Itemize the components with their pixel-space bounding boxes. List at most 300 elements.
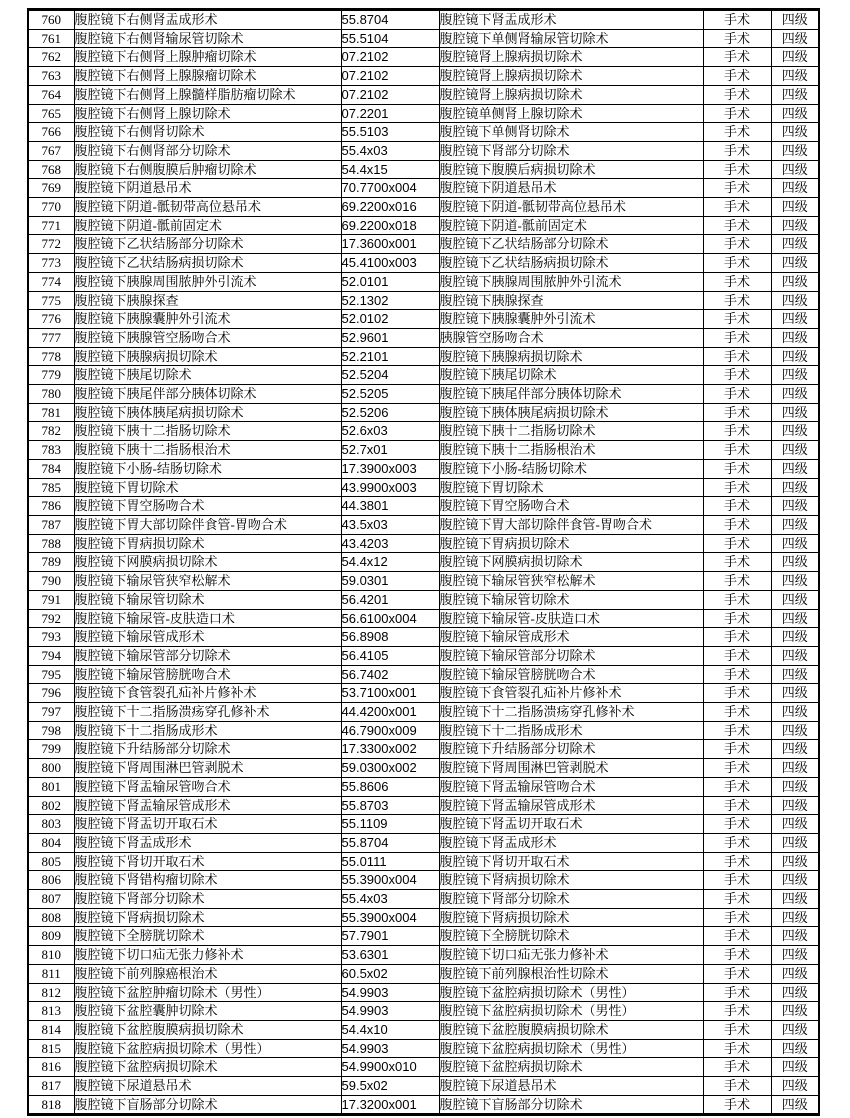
category-cell: 手术 [703, 366, 771, 385]
category-cell: 手术 [703, 160, 771, 179]
row-number-cell: 787 [28, 515, 74, 534]
category-cell: 手术 [703, 572, 771, 591]
row-number-cell: 814 [28, 1020, 74, 1039]
level-cell: 四级 [771, 1058, 819, 1077]
procedure-name-cell: 腹腔镜下盆腔病损切除术（男性） [74, 1039, 341, 1058]
code-cell: 56.7402 [341, 665, 439, 684]
level-cell: 四级 [771, 160, 819, 179]
table-row [28, 646, 819, 665]
category-cell: 手术 [703, 198, 771, 217]
level-cell: 四级 [771, 628, 819, 647]
procedure-name-cell: 腹腔镜下胰腺囊肿外引流术 [74, 310, 341, 329]
row-number-cell: 817 [28, 1077, 74, 1096]
level-cell: 四级 [771, 216, 819, 235]
level-cell: 四级 [771, 833, 819, 852]
level-cell: 四级 [771, 385, 819, 404]
category-cell: 手术 [703, 721, 771, 740]
category-cell: 手术 [703, 1058, 771, 1077]
category-cell: 手术 [703, 422, 771, 441]
code-cell: 54.9900x010 [341, 1058, 439, 1077]
category-cell: 手术 [703, 48, 771, 67]
code-cell: 52.5206 [341, 403, 439, 422]
row-number-cell: 782 [28, 422, 74, 441]
standard-name-cell: 腹腔镜下阴道-骶前固定术 [439, 216, 703, 235]
category-cell: 手术 [703, 104, 771, 123]
code-cell: 54.4x12 [341, 553, 439, 572]
procedure-name-cell: 腹腔镜下输尿管成形术 [74, 628, 341, 647]
row-number-cell: 767 [28, 141, 74, 160]
table-row [28, 796, 819, 815]
category-cell: 手术 [703, 983, 771, 1002]
level-cell: 四级 [771, 254, 819, 273]
procedure-name-cell: 腹腔镜下肾盂成形术 [74, 833, 341, 852]
category-cell: 手术 [703, 254, 771, 273]
table-row [28, 160, 819, 179]
level-cell: 四级 [771, 964, 819, 983]
category-cell: 手术 [703, 553, 771, 572]
row-number-cell: 760 [28, 10, 74, 30]
category-cell: 手术 [703, 272, 771, 291]
level-cell: 四级 [771, 721, 819, 740]
row-number-cell: 781 [28, 403, 74, 422]
row-number-cell: 798 [28, 721, 74, 740]
category-cell: 手术 [703, 85, 771, 104]
procedure-name-cell: 腹腔镜下阴道-骶前固定术 [74, 216, 341, 235]
standard-name-cell: 腹腔镜下肾盂输尿管成形术 [439, 796, 703, 815]
row-number-cell: 812 [28, 983, 74, 1002]
row-number-cell: 811 [28, 964, 74, 983]
table-row [28, 1058, 819, 1077]
table-row [28, 665, 819, 684]
procedure-name-cell: 腹腔镜下肾盂输尿管吻合术 [74, 777, 341, 796]
standard-name-cell: 腹腔镜下前列腺根治性切除术 [439, 964, 703, 983]
category-cell: 手术 [703, 815, 771, 834]
table-row [28, 815, 819, 834]
level-cell: 四级 [771, 141, 819, 160]
procedure-name-cell: 腹腔镜下切口疝无张力修补术 [74, 946, 341, 965]
code-cell: 56.6100x004 [341, 609, 439, 628]
row-number-cell: 804 [28, 833, 74, 852]
level-cell: 四级 [771, 459, 819, 478]
standard-name-cell: 腹腔镜下胰腺探查 [439, 291, 703, 310]
row-number-cell: 815 [28, 1039, 74, 1058]
code-cell: 55.8703 [341, 796, 439, 815]
code-cell: 53.7100x001 [341, 684, 439, 703]
table-row [28, 1020, 819, 1039]
table-row [28, 104, 819, 123]
code-cell: 55.8704 [341, 833, 439, 852]
procedure-name-cell: 腹腔镜下肾盂输尿管成形术 [74, 796, 341, 815]
table-row [28, 721, 819, 740]
category-cell: 手术 [703, 852, 771, 871]
level-cell: 四级 [771, 777, 819, 796]
category-cell: 手术 [703, 646, 771, 665]
table-row [28, 628, 819, 647]
table-row [28, 272, 819, 291]
standard-name-cell: 腹腔镜下输尿管-皮肤造口术 [439, 609, 703, 628]
row-number-cell: 770 [28, 198, 74, 217]
category-cell: 手术 [703, 141, 771, 160]
table-row [28, 179, 819, 198]
procedure-name-cell: 腹腔镜下肾病损切除术 [74, 908, 341, 927]
code-cell: 55.3900x004 [341, 871, 439, 890]
code-cell: 69.2200x016 [341, 198, 439, 217]
procedure-name-cell: 腹腔镜下阴道悬吊术 [74, 179, 341, 198]
procedure-name-cell: 腹腔镜下全膀胱切除术 [74, 927, 341, 946]
procedure-name-cell: 腹腔镜下肾盂切开取石术 [74, 815, 341, 834]
row-number-cell: 768 [28, 160, 74, 179]
level-cell: 四级 [771, 684, 819, 703]
category-cell: 手术 [703, 1077, 771, 1096]
standard-name-cell: 腹腔镜下输尿管狭窄松解术 [439, 572, 703, 591]
code-cell: 43.9900x003 [341, 478, 439, 497]
category-cell: 手术 [703, 216, 771, 235]
code-cell: 52.2101 [341, 347, 439, 366]
level-cell: 四级 [771, 67, 819, 86]
procedure-name-cell: 腹腔镜下胰体胰尾病损切除术 [74, 403, 341, 422]
code-cell: 52.0101 [341, 272, 439, 291]
row-number-cell: 788 [28, 534, 74, 553]
level-cell: 四级 [771, 347, 819, 366]
code-cell: 55.5104 [341, 29, 439, 48]
category-cell: 手术 [703, 310, 771, 329]
category-cell: 手术 [703, 403, 771, 422]
category-cell: 手术 [703, 890, 771, 909]
row-number-cell: 816 [28, 1058, 74, 1077]
category-cell: 手术 [703, 478, 771, 497]
standard-name-cell: 腹腔镜下胃病损切除术 [439, 534, 703, 553]
standard-name-cell: 腹腔镜下输尿管切除术 [439, 590, 703, 609]
code-cell: 46.7900x009 [341, 721, 439, 740]
level-cell: 四级 [771, 422, 819, 441]
table-row [28, 983, 819, 1002]
level-cell: 四级 [771, 123, 819, 142]
standard-name-cell: 腹腔镜下肾盂成形术 [439, 833, 703, 852]
procedure-name-cell: 腹腔镜下输尿管切除术 [74, 590, 341, 609]
table-row [28, 310, 819, 329]
code-cell: 17.3900x003 [341, 459, 439, 478]
level-cell: 四级 [771, 740, 819, 759]
code-cell: 52.5204 [341, 366, 439, 385]
row-number-cell: 777 [28, 328, 74, 347]
procedure-name-cell: 腹腔镜下盆腔囊肿切除术 [74, 1002, 341, 1021]
level-cell: 四级 [771, 441, 819, 460]
code-cell: 55.8606 [341, 777, 439, 796]
level-cell: 四级 [771, 104, 819, 123]
table-row [28, 890, 819, 909]
code-cell: 52.7x01 [341, 441, 439, 460]
row-number-cell: 761 [28, 29, 74, 48]
level-cell: 四级 [771, 946, 819, 965]
code-cell: 70.7700x004 [341, 179, 439, 198]
row-number-cell: 793 [28, 628, 74, 647]
row-number-cell: 803 [28, 815, 74, 834]
category-cell: 手术 [703, 497, 771, 516]
code-cell: 44.4200x001 [341, 703, 439, 722]
procedure-name-cell: 腹腔镜下十二指肠成形术 [74, 721, 341, 740]
category-cell: 手术 [703, 1002, 771, 1021]
procedure-name-cell: 腹腔镜下右侧肾盂成形术 [74, 10, 341, 30]
code-cell: 17.3600x001 [341, 235, 439, 254]
level-cell: 四级 [771, 1077, 819, 1096]
row-number-cell: 792 [28, 609, 74, 628]
level-cell: 四级 [771, 852, 819, 871]
category-cell: 手术 [703, 703, 771, 722]
code-cell: 55.8704 [341, 10, 439, 30]
procedure-name-cell: 腹腔镜下乙状结肠病损切除术 [74, 254, 341, 273]
procedure-name-cell: 腹腔镜下尿道悬吊术 [74, 1077, 341, 1096]
row-number-cell: 783 [28, 441, 74, 460]
category-cell: 手术 [703, 1095, 771, 1115]
category-cell: 手术 [703, 328, 771, 347]
row-number-cell: 818 [28, 1095, 74, 1115]
level-cell: 四级 [771, 703, 819, 722]
standard-name-cell: 腹腔镜下盆腔病损切除术（男性） [439, 983, 703, 1002]
procedure-name-cell: 腹腔镜下胃大部切除伴食管-胃吻合术 [74, 515, 341, 534]
code-cell: 54.9903 [341, 1039, 439, 1058]
procedure-name-cell: 腹腔镜下右侧肾输尿管切除术 [74, 29, 341, 48]
level-cell: 四级 [771, 366, 819, 385]
procedure-name-cell: 腹腔镜下胰十二指肠根治术 [74, 441, 341, 460]
procedure-name-cell: 腹腔镜下前列腺癌根治术 [74, 964, 341, 983]
code-cell: 17.3200x001 [341, 1095, 439, 1115]
standard-name-cell: 腹腔镜下全膀胱切除术 [439, 927, 703, 946]
table-row [28, 67, 819, 86]
row-number-cell: 764 [28, 85, 74, 104]
category-cell: 手术 [703, 833, 771, 852]
standard-name-cell: 腹腔镜下输尿管部分切除术 [439, 646, 703, 665]
category-cell: 手术 [703, 515, 771, 534]
code-cell: 59.0300x002 [341, 759, 439, 778]
procedure-name-cell: 腹腔镜下盲肠部分切除术 [74, 1095, 341, 1115]
table-row [28, 946, 819, 965]
procedure-name-cell: 腹腔镜下输尿管狭窄松解术 [74, 572, 341, 591]
standard-name-cell: 腹腔镜下胰腺囊肿外引流术 [439, 310, 703, 329]
row-number-cell: 809 [28, 927, 74, 946]
code-cell: 07.2102 [341, 48, 439, 67]
procedure-name-cell: 腹腔镜下阴道-骶韧带高位悬吊术 [74, 198, 341, 217]
category-cell: 手术 [703, 590, 771, 609]
procedure-name-cell: 腹腔镜下胰十二指肠切除术 [74, 422, 341, 441]
standard-name-cell: 腹腔镜下胰十二指肠根治术 [439, 441, 703, 460]
table-row [28, 478, 819, 497]
standard-name-cell: 腹腔镜下输尿管成形术 [439, 628, 703, 647]
level-cell: 四级 [771, 272, 819, 291]
table-row [28, 123, 819, 142]
standard-name-cell: 腹腔镜下胰尾切除术 [439, 366, 703, 385]
row-number-cell: 813 [28, 1002, 74, 1021]
category-cell: 手术 [703, 684, 771, 703]
category-cell: 手术 [703, 179, 771, 198]
code-cell: 59.0301 [341, 572, 439, 591]
category-cell: 手术 [703, 1039, 771, 1058]
procedure-name-cell: 腹腔镜下胃病损切除术 [74, 534, 341, 553]
code-cell: 52.0102 [341, 310, 439, 329]
table-row [28, 908, 819, 927]
row-number-cell: 800 [28, 759, 74, 778]
procedure-name-cell: 腹腔镜下胰腺病损切除术 [74, 347, 341, 366]
table-row [28, 777, 819, 796]
table-row [28, 927, 819, 946]
table-row [28, 403, 819, 422]
table-row [28, 759, 819, 778]
row-number-cell: 769 [28, 179, 74, 198]
table-row [28, 609, 819, 628]
row-number-cell: 766 [28, 123, 74, 142]
standard-name-cell: 腹腔镜下尿道悬吊术 [439, 1077, 703, 1096]
level-cell: 四级 [771, 534, 819, 553]
category-cell: 手术 [703, 628, 771, 647]
standard-name-cell: 腹腔镜下肾周围淋巴管剥脱术 [439, 759, 703, 778]
category-cell: 手术 [703, 29, 771, 48]
row-number-cell: 775 [28, 291, 74, 310]
procedure-name-cell: 腹腔镜下盆腔肿瘤切除术（男性） [74, 983, 341, 1002]
procedure-name-cell: 腹腔镜下胰腺管空肠吻合术 [74, 328, 341, 347]
table-row [28, 254, 819, 273]
standard-name-cell: 腹腔镜下胰尾伴部分胰体切除术 [439, 385, 703, 404]
standard-name-cell: 腹腔镜下小肠-结肠切除术 [439, 459, 703, 478]
table-row [28, 141, 819, 160]
procedure-name-cell: 腹腔镜下胰腺探查 [74, 291, 341, 310]
standard-name-cell: 腹腔镜下阴道悬吊术 [439, 179, 703, 198]
standard-name-cell: 胰腺管空肠吻合术 [439, 328, 703, 347]
row-number-cell: 771 [28, 216, 74, 235]
procedure-name-cell: 腹腔镜下输尿管膀胱吻合术 [74, 665, 341, 684]
row-number-cell: 802 [28, 796, 74, 815]
level-cell: 四级 [771, 85, 819, 104]
code-cell: 17.3300x002 [341, 740, 439, 759]
standard-name-cell: 腹腔镜肾上腺病损切除术 [439, 85, 703, 104]
standard-name-cell: 腹腔镜下盲肠部分切除术 [439, 1095, 703, 1115]
code-cell: 56.4105 [341, 646, 439, 665]
table-row [28, 422, 819, 441]
level-cell: 四级 [771, 759, 819, 778]
category-cell: 手术 [703, 291, 771, 310]
code-cell: 59.5x02 [341, 1077, 439, 1096]
procedure-name-cell: 腹腔镜下肾切开取石术 [74, 852, 341, 871]
row-number-cell: 801 [28, 777, 74, 796]
category-cell: 手术 [703, 964, 771, 983]
standard-name-cell: 腹腔镜单侧肾上腺切除术 [439, 104, 703, 123]
code-cell: 55.4x03 [341, 141, 439, 160]
code-cell: 57.7901 [341, 927, 439, 946]
table-row [28, 1095, 819, 1115]
row-number-cell: 765 [28, 104, 74, 123]
standard-name-cell: 腹腔镜下胃大部切除伴食管-胃吻合术 [439, 515, 703, 534]
level-cell: 四级 [771, 10, 819, 30]
procedure-name-cell: 腹腔镜下右侧肾上腺肿瘤切除术 [74, 48, 341, 67]
category-cell: 手术 [703, 740, 771, 759]
table-row [28, 366, 819, 385]
procedure-name-cell: 腹腔镜下网膜病损切除术 [74, 553, 341, 572]
procedure-name-cell: 腹腔镜下十二指肠溃疡穿孔修补术 [74, 703, 341, 722]
row-number-cell: 789 [28, 553, 74, 572]
code-cell: 56.4201 [341, 590, 439, 609]
level-cell: 四级 [771, 796, 819, 815]
table-row [28, 235, 819, 254]
row-number-cell: 808 [28, 908, 74, 927]
category-cell: 手术 [703, 385, 771, 404]
procedure-name-cell: 腹腔镜下肾部分切除术 [74, 890, 341, 909]
code-cell: 54.9903 [341, 1002, 439, 1021]
procedure-name-cell: 腹腔镜下升结肠部分切除术 [74, 740, 341, 759]
level-cell: 四级 [771, 815, 819, 834]
row-number-cell: 796 [28, 684, 74, 703]
procedure-name-cell: 腹腔镜下胰腺周围脓肿外引流术 [74, 272, 341, 291]
code-cell: 43.4203 [341, 534, 439, 553]
standard-name-cell: 腹腔镜下肾盂切开取石术 [439, 815, 703, 834]
procedure-name-cell: 腹腔镜下右侧肾部分切除术 [74, 141, 341, 160]
category-cell: 手术 [703, 777, 771, 796]
level-cell: 四级 [771, 983, 819, 1002]
level-cell: 四级 [771, 478, 819, 497]
table-row [28, 553, 819, 572]
row-number-cell: 794 [28, 646, 74, 665]
row-number-cell: 786 [28, 497, 74, 516]
row-number-cell: 773 [28, 254, 74, 273]
table-row [28, 29, 819, 48]
standard-name-cell: 腹腔镜下乙状结肠部分切除术 [439, 235, 703, 254]
row-number-cell: 806 [28, 871, 74, 890]
standard-name-cell: 腹腔镜下十二指肠溃疡穿孔修补术 [439, 703, 703, 722]
standard-name-cell: 腹腔镜下胃切除术 [439, 478, 703, 497]
standard-name-cell: 腹腔镜肾上腺病损切除术 [439, 48, 703, 67]
procedure-table-body [28, 10, 819, 1115]
table-row [28, 459, 819, 478]
table-row [28, 497, 819, 516]
level-cell: 四级 [771, 1095, 819, 1115]
level-cell: 四级 [771, 646, 819, 665]
level-cell: 四级 [771, 871, 819, 890]
standard-name-cell: 腹腔镜下阴道-骶韧带高位悬吊术 [439, 198, 703, 217]
procedure-name-cell: 腹腔镜下肾错构瘤切除术 [74, 871, 341, 890]
level-cell: 四级 [771, 497, 819, 516]
code-cell: 44.3801 [341, 497, 439, 516]
table-row [28, 871, 819, 890]
standard-name-cell: 腹腔镜下肾切开取石术 [439, 852, 703, 871]
row-number-cell: 797 [28, 703, 74, 722]
table-row [28, 441, 819, 460]
procedure-name-cell: 腹腔镜下胃切除术 [74, 478, 341, 497]
procedure-table [27, 8, 820, 1116]
standard-name-cell: 腹腔镜下升结肠部分切除术 [439, 740, 703, 759]
standard-name-cell: 腹腔镜下切口疝无张力修补术 [439, 946, 703, 965]
procedure-name-cell: 腹腔镜下右侧肾上腺腺瘤切除术 [74, 67, 341, 86]
row-number-cell: 779 [28, 366, 74, 385]
row-number-cell: 762 [28, 48, 74, 67]
standard-name-cell: 腹腔镜下胰十二指肠切除术 [439, 422, 703, 441]
procedure-name-cell: 腹腔镜下胰尾伴部分胰体切除术 [74, 385, 341, 404]
category-cell: 手术 [703, 1020, 771, 1039]
table-row [28, 1077, 819, 1096]
row-number-cell: 810 [28, 946, 74, 965]
standard-name-cell: 腹腔镜下肾病损切除术 [439, 871, 703, 890]
level-cell: 四级 [771, 198, 819, 217]
procedure-name-cell: 腹腔镜下右侧腹膜后肿瘤切除术 [74, 160, 341, 179]
category-cell: 手术 [703, 459, 771, 478]
standard-name-cell: 腹腔镜下肾部分切除术 [439, 141, 703, 160]
standard-name-cell: 腹腔镜下盆腔腹膜病损切除术 [439, 1020, 703, 1039]
code-cell: 07.2102 [341, 67, 439, 86]
category-cell: 手术 [703, 67, 771, 86]
table-row [28, 1002, 819, 1021]
procedure-name-cell: 腹腔镜下小肠-结肠切除术 [74, 459, 341, 478]
level-cell: 四级 [771, 235, 819, 254]
procedure-name-cell: 腹腔镜下盆腔腹膜病损切除术 [74, 1020, 341, 1039]
standard-name-cell: 腹腔镜下肾盂成形术 [439, 10, 703, 30]
code-cell: 69.2200x018 [341, 216, 439, 235]
code-cell: 55.1109 [341, 815, 439, 834]
